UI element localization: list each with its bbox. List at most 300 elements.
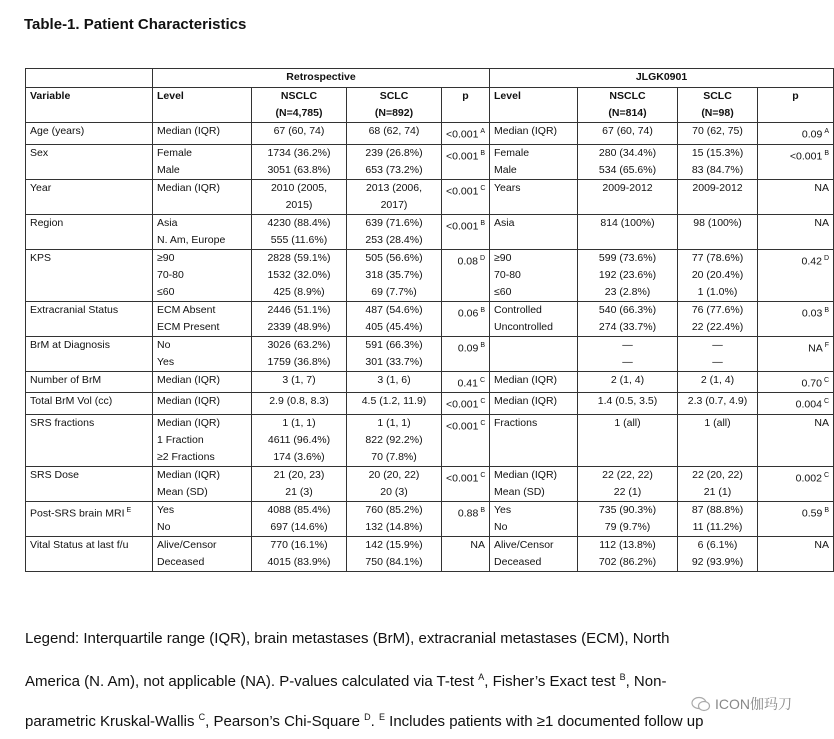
cell-line: 2 (1, 4) <box>610 373 645 386</box>
level-cell <box>153 123 252 145</box>
cell-line: Asia <box>494 216 515 229</box>
cell-line: 239 (26.8%) <box>365 146 423 159</box>
nsclc-jlgk-cell <box>578 214 678 249</box>
p-jlgk-cell <box>758 249 834 301</box>
variable-label: Year <box>30 181 52 194</box>
footnote-marker: C <box>480 398 486 405</box>
cell-line: Asia <box>157 216 178 229</box>
cell-line: 21 (3) <box>285 485 313 498</box>
sclc-retro-cell <box>347 536 442 571</box>
cell-line: 4088 (85.4%) <box>267 503 331 516</box>
cell-line: Yes <box>157 503 175 516</box>
cell-line: 76 (77.6%) <box>691 303 744 316</box>
cell-line: Years <box>494 181 521 194</box>
legend-text: Includes patients with ≥1 documented follow up <box>385 713 704 730</box>
cell-line: Median (IQR) <box>494 125 558 137</box>
p-value: <0.001 <box>789 150 823 162</box>
cell-line: 253 (28.4%) <box>365 233 423 246</box>
level-cell <box>153 536 252 571</box>
p-value: NA <box>808 342 823 354</box>
sclc-jlgk-cell <box>678 466 758 501</box>
level-cell <box>153 214 252 249</box>
footnote-marker: C <box>480 471 486 479</box>
header-line: SCLC <box>379 90 409 102</box>
table-row <box>26 501 834 536</box>
level-jlgk-cell <box>490 414 578 466</box>
cell-line: 70 (7.8%) <box>371 450 417 463</box>
cell-line: 1734 (36.2%) <box>267 146 331 159</box>
legend-text: America (N. Am), not applicable (NA). P-values calculated via T-test <box>25 673 479 690</box>
cell-line: 4611 (96.4%) <box>267 433 331 446</box>
cell-line: ≥90 <box>157 251 175 264</box>
cell-line: 1759 (36.8%) <box>267 355 331 368</box>
header-p-jlgk: p <box>758 88 834 123</box>
cell-line: 2446 (51.1%) <box>267 303 331 316</box>
cell-line: 2828 (59.1%) <box>267 251 331 264</box>
header-line: (N=98) <box>701 107 734 119</box>
footnote-marker: A <box>478 672 485 682</box>
level-jlgk-cell <box>490 144 578 179</box>
footnote-marker: B <box>480 506 486 514</box>
cell-line: — <box>712 355 723 368</box>
nsclc-retro-cell <box>252 466 347 501</box>
cell-line: Median (IQR) <box>494 468 558 481</box>
cell-line: Alive/Censor <box>157 538 217 551</box>
sclc-retro-cell <box>347 179 442 214</box>
cell-line: 280 (34.4%) <box>598 146 657 159</box>
cell-line: 98 (100%) <box>693 216 742 229</box>
nsclc-retro-cell <box>252 249 347 301</box>
cell-line: 2010 (2005, <box>270 181 328 194</box>
level-cell <box>153 501 252 536</box>
variable-cell <box>26 393 153 415</box>
variable-cell <box>26 414 153 466</box>
sclc-jlgk-cell <box>678 414 758 466</box>
legend-line <box>25 672 666 690</box>
cell-line: 735 (90.3%) <box>598 503 657 516</box>
footnote-marker: F <box>824 341 830 349</box>
nsclc-jlgk-cell <box>578 249 678 301</box>
p-retro-cell <box>442 336 490 371</box>
nsclc-retro-cell <box>252 301 347 336</box>
level-jlgk-cell <box>490 393 578 415</box>
cell-line: 22 (22.4%) <box>691 320 744 333</box>
cell-line: 2015) <box>285 198 313 211</box>
level-jlgk-cell <box>490 501 578 536</box>
cell-line: Male <box>157 163 180 176</box>
level-cell <box>153 466 252 501</box>
p-retro-cell <box>442 123 490 145</box>
cell-line: Median (IQR) <box>157 416 221 429</box>
cell-line: 1 (1, 1) <box>377 416 411 429</box>
cell-line: No <box>157 520 171 533</box>
p-value: <0.001 <box>446 220 479 232</box>
cell-line: No <box>157 338 171 351</box>
footnote-marker: C <box>480 419 486 427</box>
header-line: SCLC <box>703 90 732 102</box>
p-value: 0.59 <box>801 507 823 519</box>
header-p-retro: p <box>442 88 490 123</box>
p-retro-cell <box>442 536 490 571</box>
sclc-jlgk-cell <box>678 179 758 214</box>
header-line: (N=814) <box>608 107 647 119</box>
footnote-marker: B <box>480 149 486 157</box>
table-title: Table-1. Patient Characteristics <box>24 16 247 33</box>
cell-line: 70-80 <box>494 268 521 281</box>
table-row <box>26 123 834 145</box>
level-cell <box>153 249 252 301</box>
variable-cell <box>26 501 153 536</box>
nsclc-jlgk-cell <box>578 501 678 536</box>
nsclc-jlgk-cell <box>578 179 678 214</box>
cell-line: 599 (73.6%) <box>598 251 657 264</box>
p-value: NA <box>814 538 830 551</box>
p-retro-cell <box>442 371 490 393</box>
p-value: 0.09 <box>457 342 479 354</box>
nsclc-jlgk-cell <box>578 123 678 145</box>
variable-cell <box>26 179 153 214</box>
group-header-row <box>26 69 834 88</box>
sclc-retro-cell <box>347 214 442 249</box>
cell-line: 425 (8.9%) <box>273 285 325 298</box>
cell-line: Median (IQR) <box>157 181 221 194</box>
legend-text: , Fisher’s Exact test <box>484 673 620 690</box>
p-jlgk-cell <box>758 536 834 571</box>
cell-line: 15 (15.3%) <box>691 146 744 159</box>
p-jlgk-cell <box>758 466 834 501</box>
header-line: (N=892) <box>374 107 414 119</box>
cell-line: — <box>712 338 723 351</box>
table-row <box>26 371 834 393</box>
table-row <box>26 336 834 371</box>
cell-line: 23 (2.8%) <box>604 285 651 298</box>
header-sclc-retro <box>347 88 442 123</box>
cell-line: 4230 (88.4%) <box>267 216 331 229</box>
cell-line: 87 (88.8%) <box>691 503 744 516</box>
blank-cell <box>26 69 153 88</box>
group-header-retrospective: Retrospective <box>153 69 490 88</box>
level-jlgk-cell <box>490 536 578 571</box>
cell-line: 3 (1, 6) <box>377 373 411 386</box>
level-cell <box>153 336 252 371</box>
nsclc-retro-cell <box>252 501 347 536</box>
p-jlgk-cell <box>758 336 834 371</box>
nsclc-jlgk-cell <box>578 336 678 371</box>
p-retro-cell <box>442 466 490 501</box>
cell-line: Median (IQR) <box>494 395 558 407</box>
level-cell <box>153 371 252 393</box>
cell-line: 2013 (2006, <box>365 181 423 194</box>
p-value: 0.42 <box>801 255 822 267</box>
cell-line: 702 (86.2%) <box>598 555 657 568</box>
variable-cell <box>26 301 153 336</box>
cell-line: 274 (33.7%) <box>598 320 657 333</box>
cell-line: Median (IQR) <box>157 373 221 386</box>
p-value: 0.03 <box>801 307 823 319</box>
footnote-marker: B <box>619 672 626 682</box>
footnote-marker: C <box>823 398 830 405</box>
footnote-marker: C <box>198 712 206 722</box>
level-cell <box>153 393 252 415</box>
p-retro-cell <box>442 301 490 336</box>
cell-line: 405 (45.4%) <box>365 320 423 333</box>
footnote-marker: C <box>479 376 486 384</box>
cell-line: 555 (11.6%) <box>270 233 328 246</box>
cell-line: 301 (33.7%) <box>365 355 423 368</box>
cell-line: 1532 (32.0%) <box>267 268 331 281</box>
cell-line: 770 (16.1%) <box>270 538 328 551</box>
cell-line: 1 Fraction <box>157 433 204 446</box>
cell-line: 68 (62, 74) <box>368 125 420 137</box>
cell-line: Deceased <box>157 555 205 568</box>
cell-line: Deceased <box>494 555 542 568</box>
p-jlgk-cell <box>758 393 834 415</box>
nsclc-jlgk-cell <box>578 393 678 415</box>
sclc-jlgk-cell <box>678 249 758 301</box>
p-retro-cell <box>442 179 490 214</box>
cell-line: 142 (15.9%) <box>365 538 423 551</box>
cell-line: 3 (1, 7) <box>282 373 316 386</box>
cell-line: ≤60 <box>157 285 175 298</box>
header-line: (N=4,785) <box>275 107 323 119</box>
nsclc-retro-cell <box>252 144 347 179</box>
p-value: 0.08 <box>457 255 478 267</box>
cell-line: 653 (73.2%) <box>365 163 423 176</box>
cell-line: 22 (20, 22) <box>692 468 743 481</box>
cell-line: 20 (20, 22) <box>368 468 420 481</box>
legend-line <box>25 630 669 647</box>
p-value: 0.002 <box>795 472 822 484</box>
legend-text: , Pearson’s Chi-Square <box>205 713 365 730</box>
cell-line: 20 (20.4%) <box>691 268 744 281</box>
level-jlgk-cell <box>490 301 578 336</box>
cell-line: 2009-2012 <box>692 181 743 194</box>
cell-line: — <box>622 338 633 351</box>
nsclc-retro-cell <box>252 336 347 371</box>
cell-line: Median (IQR) <box>494 373 558 386</box>
sclc-retro-cell <box>347 301 442 336</box>
cell-line: ≥90 <box>494 251 512 264</box>
cell-line: Fractions <box>494 416 538 429</box>
variable-label: SRS fractions <box>30 416 95 429</box>
cell-line: Mean (SD) <box>157 485 208 498</box>
sclc-retro-cell <box>347 144 442 179</box>
sclc-jlgk-cell <box>678 144 758 179</box>
p-value: <0.001 <box>446 420 479 432</box>
p-jlgk-cell <box>758 123 834 145</box>
cell-line: 4015 (83.9%) <box>267 555 331 568</box>
variable-label: Extracranial Status <box>30 303 119 316</box>
cell-line: 79 (9.7%) <box>604 520 651 533</box>
cell-line: 69 (7.7%) <box>371 285 417 298</box>
cell-line: ECM Present <box>157 320 220 333</box>
cell-line <box>494 337 573 354</box>
cell-line: 2 (1, 4) <box>700 373 735 386</box>
cell-line: 77 (78.6%) <box>691 251 744 264</box>
legend-text: . <box>370 713 379 730</box>
cell-line: Yes <box>494 503 512 516</box>
sclc-retro-cell <box>347 249 442 301</box>
table-row <box>26 249 834 301</box>
footnote-marker: A <box>480 128 486 135</box>
footnote-marker: C <box>480 184 486 192</box>
nsclc-jlgk-cell <box>578 466 678 501</box>
p-value: <0.001 <box>446 185 479 197</box>
p-retro-cell <box>442 249 490 301</box>
level-cell <box>153 144 252 179</box>
nsclc-jlgk-cell <box>578 536 678 571</box>
header-line: NSCLC <box>609 90 646 102</box>
p-retro-cell <box>442 501 490 536</box>
p-value: <0.001 <box>446 150 479 162</box>
sclc-retro-cell <box>347 336 442 371</box>
cell-line: 4.5 (1.2, 11.9) <box>361 395 427 407</box>
cell-line: 3026 (63.2%) <box>267 338 331 351</box>
variable-label: SRS Dose <box>30 468 80 481</box>
watermark <box>691 694 792 714</box>
cell-line: 22 (1) <box>613 485 642 498</box>
cell-line: 540 (66.3%) <box>598 303 657 316</box>
cell-line: N. Am, Europe <box>157 233 226 246</box>
cell-line: 67 (60, 74) <box>273 125 325 137</box>
cell-line: 1 (all) <box>614 416 641 429</box>
p-value: 0.88 <box>457 507 479 519</box>
cell-line: Median (IQR) <box>157 468 221 481</box>
watermark-text: ICON伽玛刀 <box>715 696 792 712</box>
footnote-marker: B <box>824 506 830 514</box>
cell-line: No <box>494 520 508 533</box>
sclc-retro-cell <box>347 501 442 536</box>
legend-text: parametric Kruskal-Wallis <box>25 713 199 730</box>
footnote-marker: A <box>824 128 830 135</box>
variable-cell <box>26 536 153 571</box>
cell-line: 822 (92.2%) <box>365 433 423 446</box>
table-row <box>26 466 834 501</box>
header-nsclc-jlgk <box>578 88 678 123</box>
cell-line: 487 (54.6%) <box>365 303 423 316</box>
sclc-jlgk-cell <box>678 536 758 571</box>
nsclc-retro-cell <box>252 414 347 466</box>
level-cell <box>153 179 252 214</box>
cell-line: — <box>622 355 633 368</box>
footnote-marker: C <box>823 471 830 479</box>
cell-line: 3051 (63.8%) <box>267 163 331 176</box>
cell-line: 750 (84.1%) <box>365 555 423 568</box>
header-line: NSCLC <box>280 90 318 102</box>
variable-cell <box>26 466 153 501</box>
p-jlgk-cell <box>758 301 834 336</box>
variable-label: Region <box>30 216 64 229</box>
cell-line: 318 (35.7%) <box>365 268 423 281</box>
cell-line: 70-80 <box>157 268 184 281</box>
footnote-marker: E <box>378 712 385 722</box>
group-header-jlgk0901: JLGK0901 <box>490 69 834 88</box>
p-jlgk-cell <box>758 501 834 536</box>
variable-label: Age (years) <box>30 125 85 137</box>
level-jlgk-cell <box>490 336 578 371</box>
nsclc-jlgk-cell <box>578 144 678 179</box>
sclc-retro-cell <box>347 466 442 501</box>
p-jlgk-cell <box>758 414 834 466</box>
cell-line: 2.3 (0.7, 4.9) <box>687 395 748 407</box>
variable-cell <box>26 214 153 249</box>
cell-line: 67 (60, 74) <box>602 125 653 137</box>
cell-line: Female <box>494 146 530 159</box>
cell-line: 591 (66.3%) <box>365 338 423 351</box>
variable-cell <box>26 249 153 301</box>
cell-line: 22 (22, 22) <box>602 468 653 481</box>
cell-line: 92 (93.9%) <box>691 555 744 568</box>
p-retro-cell <box>442 214 490 249</box>
cell-line: 21 (1) <box>703 485 732 498</box>
p-jlgk-cell <box>758 214 834 249</box>
cell-line: 814 (100%) <box>600 216 655 229</box>
cell-line: ECM Absent <box>157 303 216 316</box>
cell-line: 2017) <box>380 198 408 211</box>
cell-line: Median (IQR) <box>157 125 221 137</box>
table-row <box>26 179 834 214</box>
p-value: NA <box>814 181 830 194</box>
legend-line <box>25 712 703 730</box>
cell-line: ≤60 <box>494 285 512 298</box>
p-value: 0.70 <box>801 377 822 389</box>
sclc-retro-cell <box>347 123 442 145</box>
variable-label: Post-SRS brain MRI <box>30 507 125 519</box>
nsclc-retro-cell <box>252 536 347 571</box>
table-row <box>26 536 834 571</box>
header-sclc-jlgk <box>678 88 758 123</box>
footnote-marker: B <box>480 306 486 314</box>
cell-line: 11 (11.2%) <box>692 520 743 533</box>
footnote-marker: B <box>480 219 486 227</box>
variable-cell <box>26 336 153 371</box>
cell-line: 2009-2012 <box>602 181 653 194</box>
footnote-marker: D <box>364 712 371 722</box>
footnote-marker: D <box>823 254 830 262</box>
p-retro-cell <box>442 393 490 415</box>
table-row <box>26 414 834 466</box>
cell-line: 1.4 (0.5, 3.5) <box>597 395 658 407</box>
level-jlgk-cell <box>490 249 578 301</box>
nsclc-jlgk-cell <box>578 301 678 336</box>
sclc-retro-cell <box>347 414 442 466</box>
legend-text: Legend: Interquartile range (IQR), brain metastases (BrM), extracranial metastases (ECM), North <box>25 630 670 647</box>
sclc-jlgk-cell <box>678 336 758 371</box>
level-jlgk-cell <box>490 371 578 393</box>
p-value: NA <box>470 538 486 551</box>
cell-line: Male <box>494 163 517 176</box>
cell-line: 1 (1, 1) <box>282 416 316 429</box>
header-level: Level <box>153 88 252 123</box>
p-value: 0.06 <box>457 307 479 319</box>
cell-line: 6 (6.1%) <box>697 538 738 551</box>
cell-line: 697 (14.6%) <box>270 520 328 533</box>
cell-line <box>494 354 573 371</box>
sclc-jlgk-cell <box>678 301 758 336</box>
variable-label: Total BrM Vol (cc) <box>30 395 113 407</box>
p-value: 0.41 <box>457 377 478 389</box>
p-retro-cell <box>442 414 490 466</box>
sclc-jlgk-cell <box>678 214 758 249</box>
column-header-row <box>26 88 834 123</box>
header-nsclc-retro <box>252 88 347 123</box>
cell-line: 174 (3.6%) <box>273 450 325 463</box>
header-variable: Variable <box>26 88 153 123</box>
footnote-marker: B <box>480 341 486 349</box>
sclc-jlgk-cell <box>678 393 758 415</box>
cell-line: 1 (1.0%) <box>697 285 738 298</box>
sclc-jlgk-cell <box>678 371 758 393</box>
